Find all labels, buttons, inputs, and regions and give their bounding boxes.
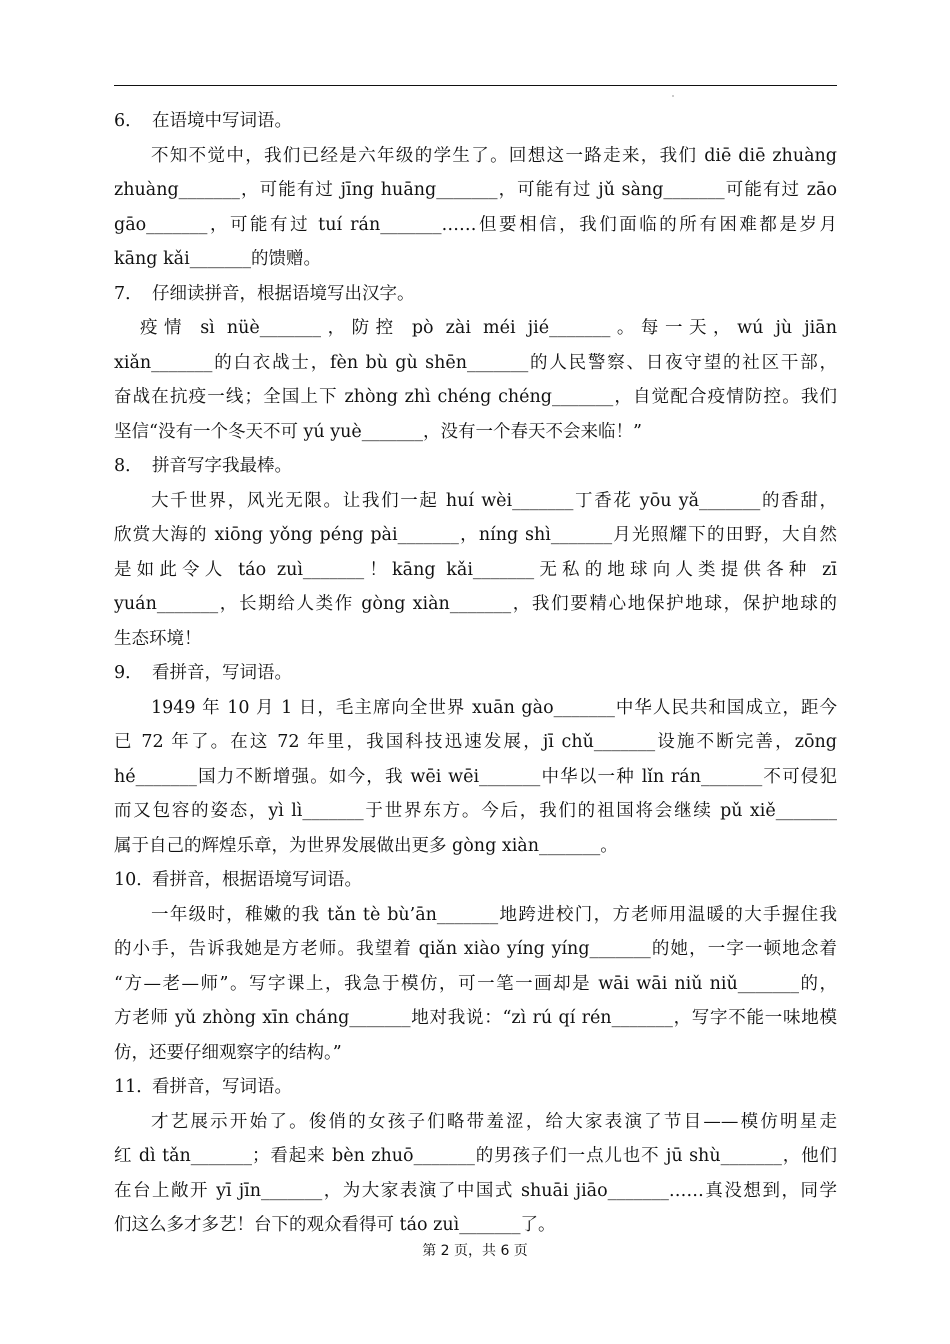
passage-line: 才艺展示开始了。俊俏的女孩子们略带羞涩，给大家表演了节目——模仿明星走 <box>151 1111 837 1132</box>
passage-line: 在台上敞开 yī jīn_______，为大家表演了中国式 shuāi jiāo_______……真没想到，同学 <box>114 1180 837 1201</box>
question-number: 8． <box>114 456 143 476</box>
question-title: 仔细读拼音，根据语境写出汉字。 <box>152 283 415 304</box>
question-title: 看拼音，根据语境写词语。 <box>152 870 362 890</box>
question-11-passage <box>114 1105 837 1243</box>
passage-line: 已 72 年了。在这 72 年里，我国科技迅速发展，jī chǔ_______设施不断完善，zōng <box>114 732 837 752</box>
passage-line: 疫情 sì nüè_______，防控 pò zài méi jié_______。每一天，wú jù jiān <box>140 318 837 338</box>
passage-line: yuán_______，长期给人类作 gòng xiàn_______，我们要精心地保护地球，保护地球的 <box>114 594 837 614</box>
question-6-heading <box>114 104 837 139</box>
passage-line: 生态环境！ <box>114 628 202 649</box>
question-11-heading <box>114 1070 837 1105</box>
passage-line: 不知不觉中，我们已经是六年级的学生了。回想这一路走来，我们 diē diē zhuàng <box>151 145 837 166</box>
question-number: 11． <box>114 1077 154 1097</box>
question-10-heading <box>114 863 837 898</box>
passage-line: 仿，还要仔细观察字的结构。” <box>114 1042 342 1063</box>
question-6-passage <box>114 139 837 277</box>
scan-dot <box>672 95 674 97</box>
passage-line: kāng kǎi_______的馈赠。 <box>114 249 321 269</box>
question-7-passage <box>114 311 837 449</box>
question-number: 7． <box>114 283 143 304</box>
passage-line: 的小手，告诉我她是方老师。我望着 qiǎn xiào yíng yíng_______的她，一字一顿地念着 <box>114 939 837 959</box>
question-7-heading <box>114 277 837 312</box>
question-title: 看拼音，写词语。 <box>152 663 292 683</box>
passage-line: 大千世界，风光无限。让我们一起 huí wèi_______丁香花 yōu yǎ_______的香甜， <box>151 490 837 511</box>
passage-line: 坚信“没有一个冬天不可 yú yuè_______，没有一个春天不会来临！” <box>114 421 642 442</box>
passage-line: gāo_______，可能有过 tuí rán_______……但要相信，我们面临的所有困难都是岁月 <box>114 214 837 235</box>
page-footer: 第 2 页，共 6 页 <box>422 1243 528 1259</box>
question-title: 在语境中写词语。 <box>152 111 292 131</box>
question-8-heading <box>114 449 837 484</box>
question-10-passage <box>114 898 837 1071</box>
passage-line: “方—老—师”。写字课上，我急于模仿，可一笔一画却是 wāi wāi niǔ niǔ_______的， <box>114 973 837 994</box>
question-title: 拼音写字我最棒。 <box>152 456 292 476</box>
passage-line: 属于自己的辉煌乐章，为世界发展做出更多 gòng xiàn_______。 <box>114 835 618 856</box>
passage-line: hé_______国力不断增强。如今，我 wēi wēi_______中华以一种 lǐn rán_______不可侵犯 <box>114 766 837 787</box>
question-title: 看拼音，写词语。 <box>152 1077 292 1097</box>
passage-line: 方老师 yǔ zhòng xīn cháng_______地对我说：“zì rú qí rén_______，写字不能一味地模 <box>114 1008 837 1028</box>
question-8-passage <box>114 484 837 657</box>
header-rule <box>114 85 837 86</box>
question-9-passage <box>114 691 837 864</box>
passage-line: 1949 年 10 月 1 日，毛主席向全世界 xuān gào_______中华人民共和国成立，距今 <box>151 697 837 718</box>
question-9-heading <box>114 656 837 691</box>
passage-line: 红 dì tǎn_______；看起来 bèn zhuō_______的男孩子们一点儿也不 jū shù_______，他们 <box>114 1146 837 1166</box>
passage-line: xiǎn_______的白衣战士，fèn bù gù shēn_______的人民警察、日夜守望的社区干部， <box>114 352 837 373</box>
question-number: 9． <box>114 663 143 683</box>
passage-line: 们这么多才多艺！台下的观众看得可 táo zuì_______了。 <box>114 1215 556 1235</box>
passage-line: 而又包容的姿态，yì lì_______于世界东方。今后，我们的祖国将会继续 pǔ xiě_______ <box>114 801 837 821</box>
passage-line: 是如此令人 táo zuì_______！kāng kǎi_______无私的地球向人类提供各种 zī <box>114 559 837 580</box>
passage-line: zhuàng_______，可能有过 jīng huāng_______，可能有过 jǔ sàng_______可能有过 zāo <box>114 180 837 200</box>
passage-line: 一年级时，稚嫩的我 tǎn tè bù’ān_______地跨进校门，方老师用温暖的大手握住我 <box>151 904 837 925</box>
question-list <box>114 104 837 1243</box>
passage-line: 欣赏大海的 xiōng yǒng péng pài_______，níng shì_______月光照耀下的田野，大自然 <box>114 525 837 545</box>
question-number: 6． <box>114 111 143 131</box>
passage-line: 奋战在抗疫一线；全国上下 zhòng zhì chéng chéng_______，自觉配合疫情防控。我们 <box>114 387 837 407</box>
question-number: 10． <box>114 870 154 890</box>
